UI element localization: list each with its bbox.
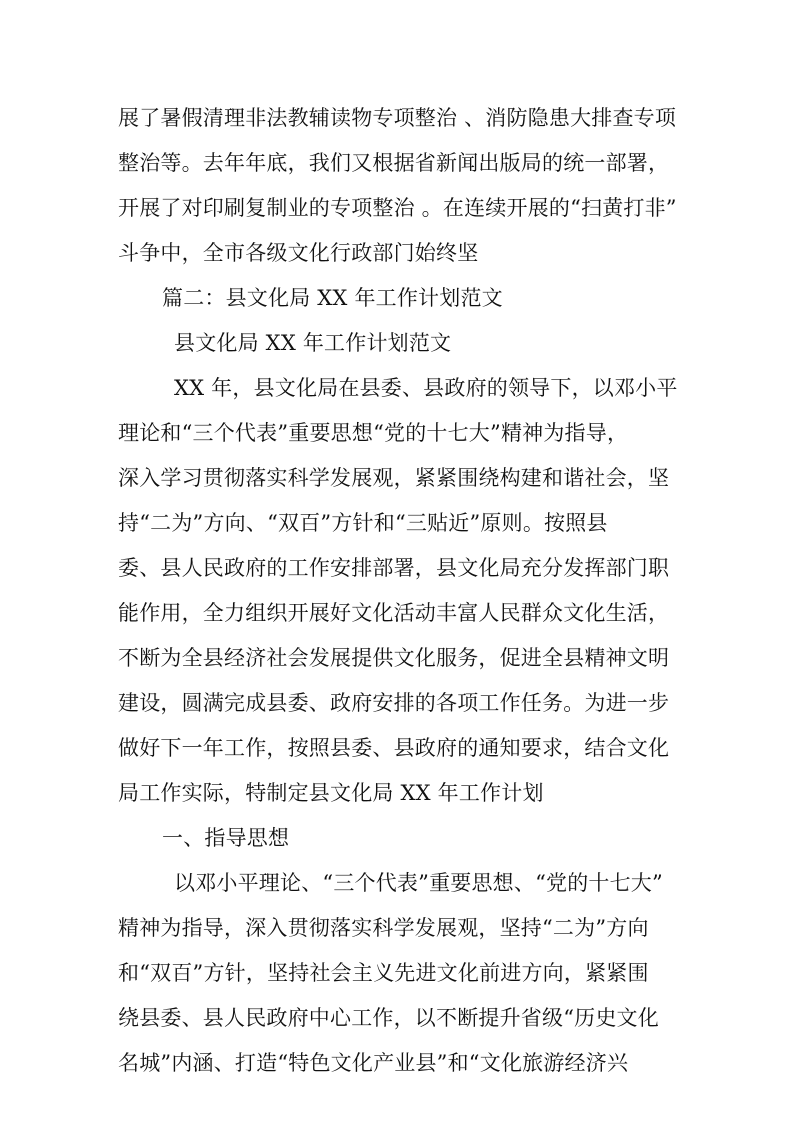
paragraph-line: 委、县人民政府的工作安排部署，县文化局充分发挥部门职 xyxy=(118,556,670,580)
paragraph-line: 建设，圆满完成县委、政府安排的各项工作任务。为进一步 xyxy=(118,691,670,715)
text-line: 斗争中，全市各级文化行政部门始终坚 xyxy=(118,241,479,265)
paragraph-line: 不断为全县经济社会发展提供文化服务，促进全县精神文明 xyxy=(118,646,670,670)
text-line: 整治等。去年年底，我们又根据省新闻出版局的统一部署， xyxy=(118,151,670,175)
section-heading: 一、指导思想 xyxy=(162,826,290,850)
document-title: 县文化局 XX 年工作计划范文 xyxy=(174,331,452,355)
paragraph-line: 深入学习贯彻落实科学发展观，紧紧围绕构建和谐社会，坚 xyxy=(118,466,670,490)
paragraph-line: 以邓小平理论、“三个代表”重要思想、“党的十七大” xyxy=(174,871,663,895)
paragraph-line: 名城”内涵、打造“特色文化产业县”和“文化旅游经济兴 xyxy=(118,1051,629,1075)
text-line: 开展了对印刷复制业的专项整治 。在连续开展的“扫黄打非” xyxy=(118,196,677,220)
paragraph-line: 理论和“三个代表”重要思想“党的十七大”精神为指导， xyxy=(118,421,629,445)
paragraph-line: 局工作实际，特制定县文化局 XX 年工作计划 xyxy=(118,781,544,805)
text-line: 展了暑假清理非法教辅读物专项整治 、消防隐患大排查专项 xyxy=(118,106,677,130)
paragraph-line: 持“二为”方向、“双百”方针和“三贴近”原则。按照县 xyxy=(118,511,608,535)
paragraph-line: 精神为指导，深入贯彻落实科学发展观，坚持“二为”方向 xyxy=(118,916,649,940)
paragraph-line: 能作用，全力组织开展好文化活动丰富人民群众文化生活， xyxy=(118,601,670,625)
document-body xyxy=(118,96,678,1086)
paragraph-line: 做好下一年工作，按照县委、县政府的通知要求，结合文化 xyxy=(118,736,670,760)
paragraph-line: 绕县委、县人民政府中心工作，以不断提升省级“历史文化 xyxy=(118,1006,659,1030)
paragraph-line: 和“双百”方针，坚持社会主义先进文化前进方向，紧紧围 xyxy=(118,961,649,985)
paragraph-line: XX 年，县文化局在县委、县政府的领导下，以邓小平 xyxy=(174,376,678,400)
section-title: 篇二：县文化局 XX 年工作计划范文 xyxy=(162,286,503,310)
